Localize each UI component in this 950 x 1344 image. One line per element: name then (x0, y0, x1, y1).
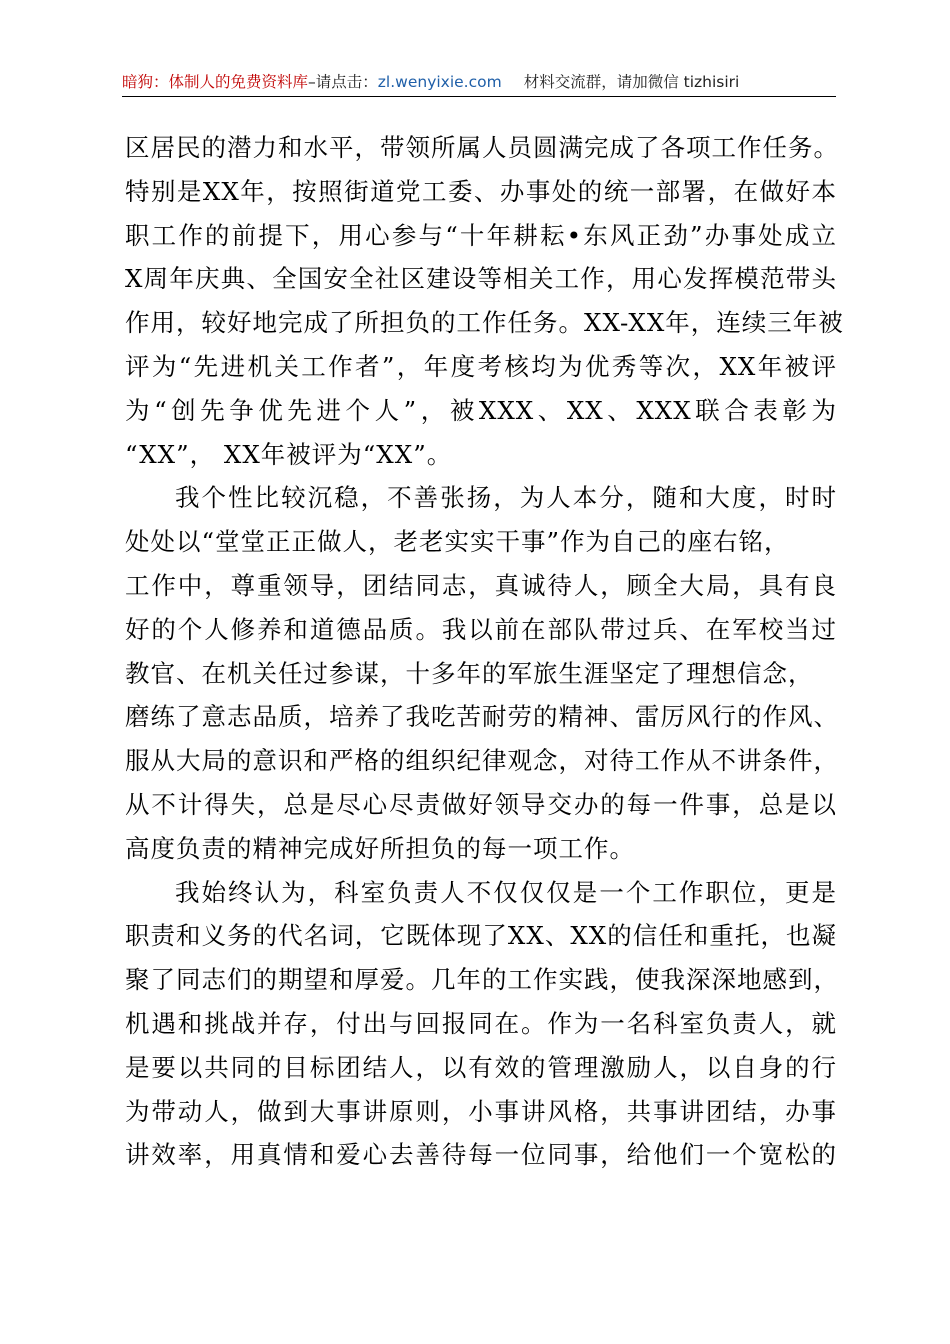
document-body (125, 126, 844, 1177)
body-line: 工作中，尊重领导，团结同志，真诚待人，顾全大局，具有良 (125, 570, 837, 600)
body-line: 职责和义务的代名词，它既体现了XX、XX的信任和重托，也凝 (125, 921, 837, 951)
paragraph-first-line: 我个性比较沉稳，不善张扬，为人本分，随和大度，时时 (175, 483, 837, 513)
body-line: 特别是XX年，按照街道党工委、办事处的统一部署，在做好本 (125, 176, 837, 206)
body-line: 好的个人修养和道德品质。我以前在部队带过兵、在军校当过 (125, 614, 837, 644)
header-click-prompt: –请点击： (308, 73, 378, 91)
header-site-name: 暗狗：体制人的免费资料库 (122, 73, 309, 91)
body-line: 磨练了意志品质，培养了我吃苦耐劳的精神、雷厉风行的作风、 (125, 702, 839, 732)
body-line: 教官、在机关任过参谋，十多年的军旅生涯坚定了理想信念， (125, 658, 814, 688)
header-wechat-note: 材料交流群，请加微信 tizhisiri (523, 73, 740, 91)
body-line: X周年庆典、全国安全社区建设等相关工作，用心发挥模范带头 (125, 264, 837, 294)
body-line-last: 高度负责的精神完成好所担负的每一项工作。 (125, 833, 635, 863)
body-line: 为带动人，做到大事讲原则，小事讲风格，共事讲团结，办事 (125, 1096, 837, 1126)
body-line: 是要以共同的目标团结人，以有效的管理激励人，以自身的行 (125, 1052, 837, 1082)
body-line: 为“创先争优先进个人”，被XXX、XX、XXX联合表彰为 (125, 395, 837, 425)
body-line: 服从大局的意识和严格的组织纪律观念，对待工作从不讲条件， (125, 746, 839, 776)
body-line: 作用，较好地完成了所担负的工作任务。XX-XX年，连续三年被 (125, 308, 844, 338)
body-line-last: “XX”， XX年被评为“XX”。 (125, 439, 453, 469)
body-line: 评为“先进机关工作者”，年度考核均为优秀等次，XX年被评 (125, 351, 837, 381)
body-line: 聚了同志们的期望和厚爱。几年的工作实践，使我深深地感到， (125, 965, 839, 995)
header-url-link[interactable]: zl.wenyixie.com (377, 73, 502, 91)
page-header (122, 70, 834, 94)
body-line: 讲效率，用真情和爱心去善待每一位同事，给他们一个宽松的 (125, 1140, 837, 1170)
body-line: 职工作的前提下，用心参与“十年耕耘•东风正劲”办事处成立 (125, 220, 837, 250)
body-line: 机遇和挑战并存，付出与回报同在。作为一名科室负责人，就 (125, 1008, 837, 1038)
body-line: 处处以“堂堂正正做人，老老实实干事”作为自己的座右铭， (125, 527, 790, 557)
body-line: 从不计得失，总是尽心尽责做好领导交办的每一件事，总是以 (125, 789, 837, 819)
body-line: 区居民的潜力和水平，带领所属人员圆满完成了各项工作任务。 (125, 133, 839, 162)
header-divider (122, 96, 836, 97)
paragraph-first-line: 我始终认为，科室负责人不仅仅仅是一个工作职位，更是 (175, 877, 837, 907)
